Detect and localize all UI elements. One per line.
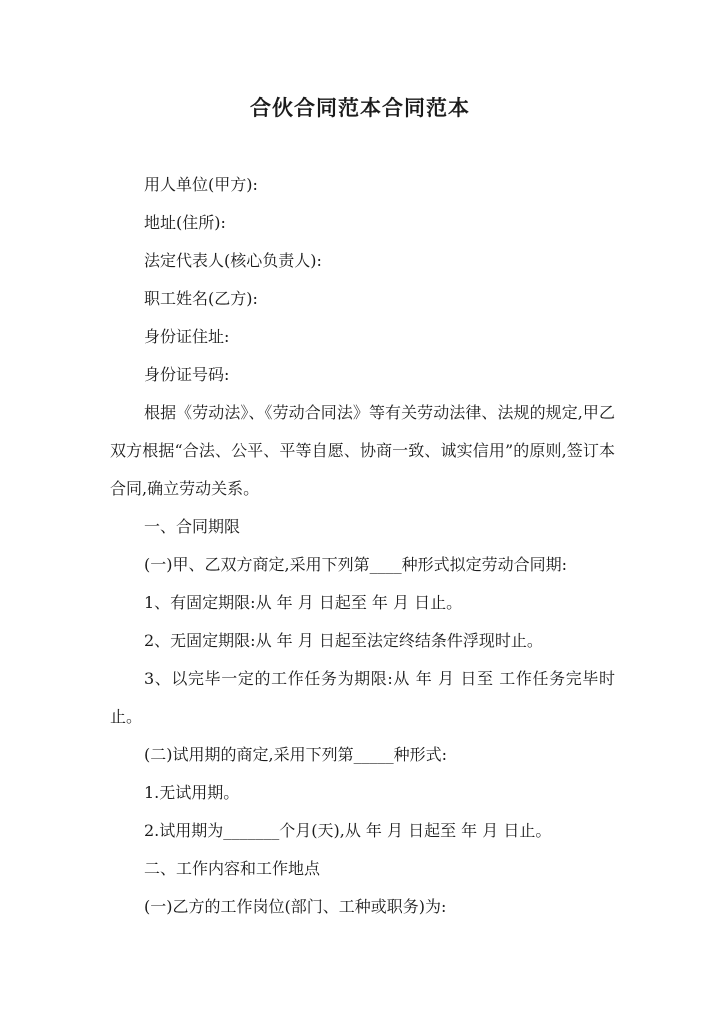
paragraph-job-position: (一)乙方的工作岗位(部门、工种或职务)为: bbox=[144, 897, 447, 916]
paragraph-probation-form: (二)试用期的商定,采用下列第_____种形式: bbox=[144, 745, 447, 764]
paragraph-id-number: 身份证号码: bbox=[144, 365, 230, 384]
list-item-fixed-term: 1、有固定期限:从 年 月 日起至 年 月 日止。 bbox=[144, 593, 463, 612]
paragraph-term-form: (一)甲、乙双方商定,采用下列第____种形式拟定劳动合同期: bbox=[144, 555, 567, 574]
document-body bbox=[110, 166, 615, 926]
paragraph-id-address: 身份证住址: bbox=[144, 327, 230, 346]
paragraph-employee-name: 职工姓名(乙方): bbox=[144, 289, 258, 308]
paragraph-employer: 用人单位(甲方): bbox=[144, 175, 258, 194]
paragraph-legal-representative: 法定代表人(核心负责人): bbox=[144, 251, 322, 270]
section-heading-contract-term: 一、合同期限 bbox=[144, 517, 241, 536]
paragraph-address: 地址(住所): bbox=[144, 213, 226, 232]
section-heading-work-content: 二、工作内容和工作地点 bbox=[144, 859, 321, 878]
list-item-probation-period: 2.试用期为_______个月(天),从 年 月 日起至 年 月 日止。 bbox=[144, 821, 552, 840]
paragraph-preamble: 根据《劳动法》、《劳动合同法》等有关劳动法律、法规的规定,甲乙双方根据“合法、公平、平等自愿、协商一致、诚实信用”的原则,签订本合同,确立劳动关系。 bbox=[110, 403, 615, 498]
document-title: 合伙合同范本合同范本 bbox=[250, 95, 470, 120]
list-item-no-probation: 1.无试用期。 bbox=[144, 783, 240, 802]
list-item-open-term: 2、无固定期限:从 年 月 日起至法定终结条件浮现时止。 bbox=[144, 631, 543, 650]
list-item-task-term: 3、以完毕一定的工作任务为期限:从 年 月 日至 工作任务完毕时止。 bbox=[110, 669, 615, 726]
